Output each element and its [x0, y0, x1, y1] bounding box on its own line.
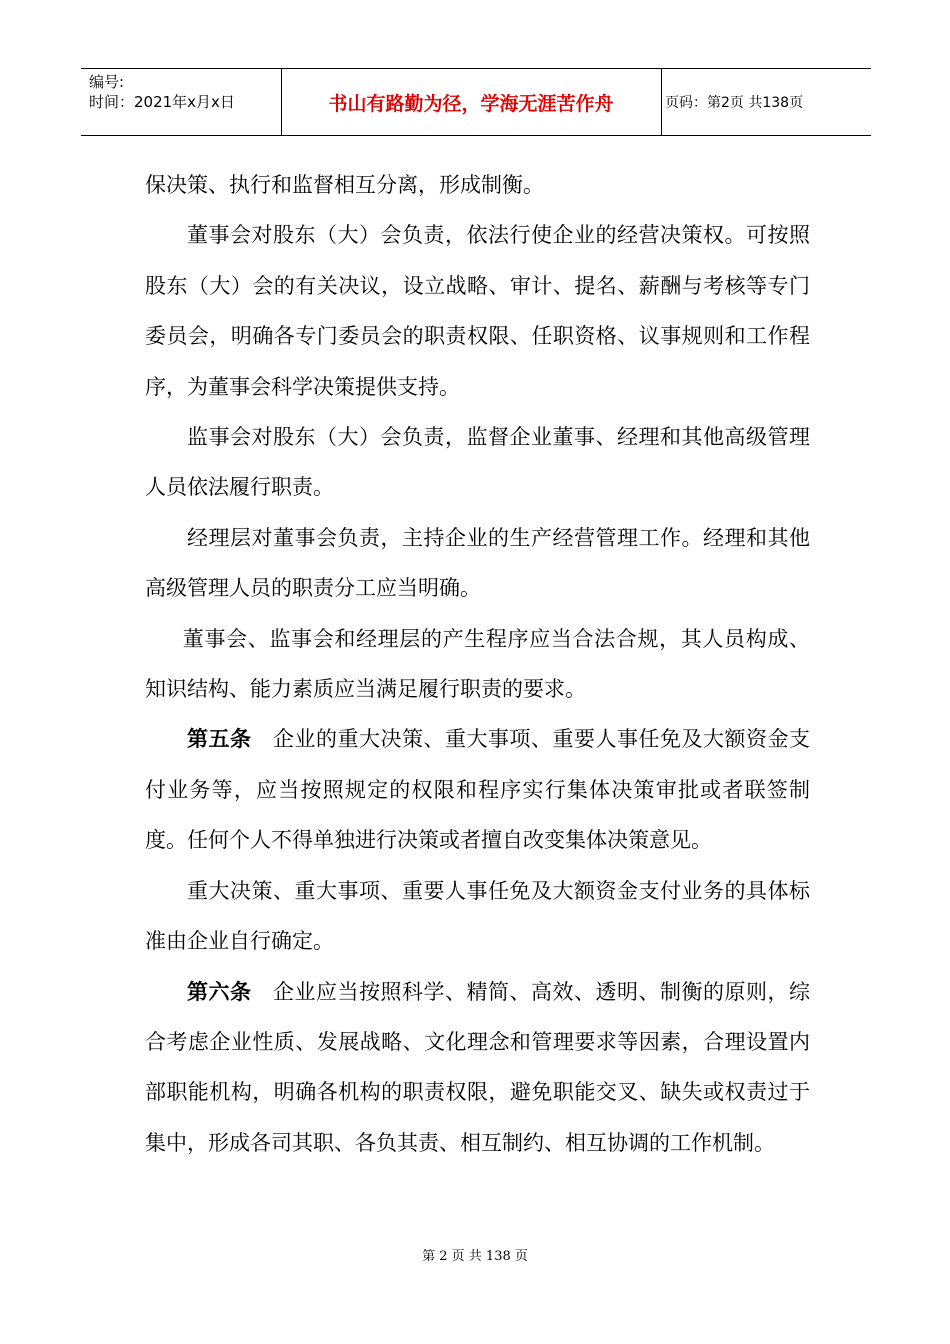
article-5-label: 第五条 — [187, 727, 252, 752]
article-5-text: 企业的重大决策、重大事项、重要人事任免及大额资金支付业务等，应当按照规定的权限和程序实行集体决策审批或者联签制度。任何个人不得单独进行决策或者擅自改变集体决策意见。 — [145, 727, 810, 853]
article-5 — [145, 714, 810, 865]
page-header — [81, 68, 871, 136]
paragraph-3: 监事会对股东（大）会负责，监督企业董事、经理和其他高级管理人员依法履行职责。 — [145, 425, 810, 500]
paragraph-5: 董事会、监事会和经理层的产生程序应当合法合规，其人员构成、知识结构、能力素质应当满足履行职责的要求。 — [145, 626, 810, 702]
page-footer: 第 2 页 共 138 页 — [422, 1249, 528, 1264]
article-6-text: 企业应当按照科学、精简、高效、透明、制衡的原则，综合考虑企业性质、发展战略、文化理念和管理要求等因素，合理设置内部职能机构，明确各机构的职责权限，避免职能交叉、缺失或权责过于集中，形成各司其职、各负其责、相互制约、相互协调的工作机制。 — [145, 979, 810, 1155]
header-motto: 书山有路勤为径，学海无涯苦作舟 — [328, 92, 614, 115]
paragraph-4: 经理层对董事会负责，主持企业的生产经营管理工作。经理和其他高级管理人员的职责分工应当明确。 — [145, 525, 810, 601]
header-meta — [89, 72, 235, 112]
paragraph-1: 保决策、执行和监督相互分离，形成制衡。 — [145, 173, 544, 197]
paragraph-2: 董事会对股东（大）会负责，依法行使企业的经营决策权。可按照股东（大）会的有关决议，设立战略、审计、提名、薪酬与考核等专门委员会，明确各专门委员会的职责权限、任职资格、议事规则和工作程序，为董事会科学决策提供支持。 — [145, 223, 810, 399]
header-divider-right — [661, 68, 662, 136]
article-6-label: 第六条 — [187, 979, 252, 1004]
article-5-para-2: 重大决策、重大事项、重要人事任免及大额资金支付业务的具体标准由企业自行确定。 — [145, 878, 810, 954]
header-page-label: 页码：第2页 共138页 — [665, 95, 804, 111]
article-6 — [145, 967, 810, 1169]
header-number-label: 编号: — [89, 73, 125, 91]
header-time-label: 时间：2021年x月x日 — [89, 93, 235, 111]
document-body — [145, 160, 810, 1168]
